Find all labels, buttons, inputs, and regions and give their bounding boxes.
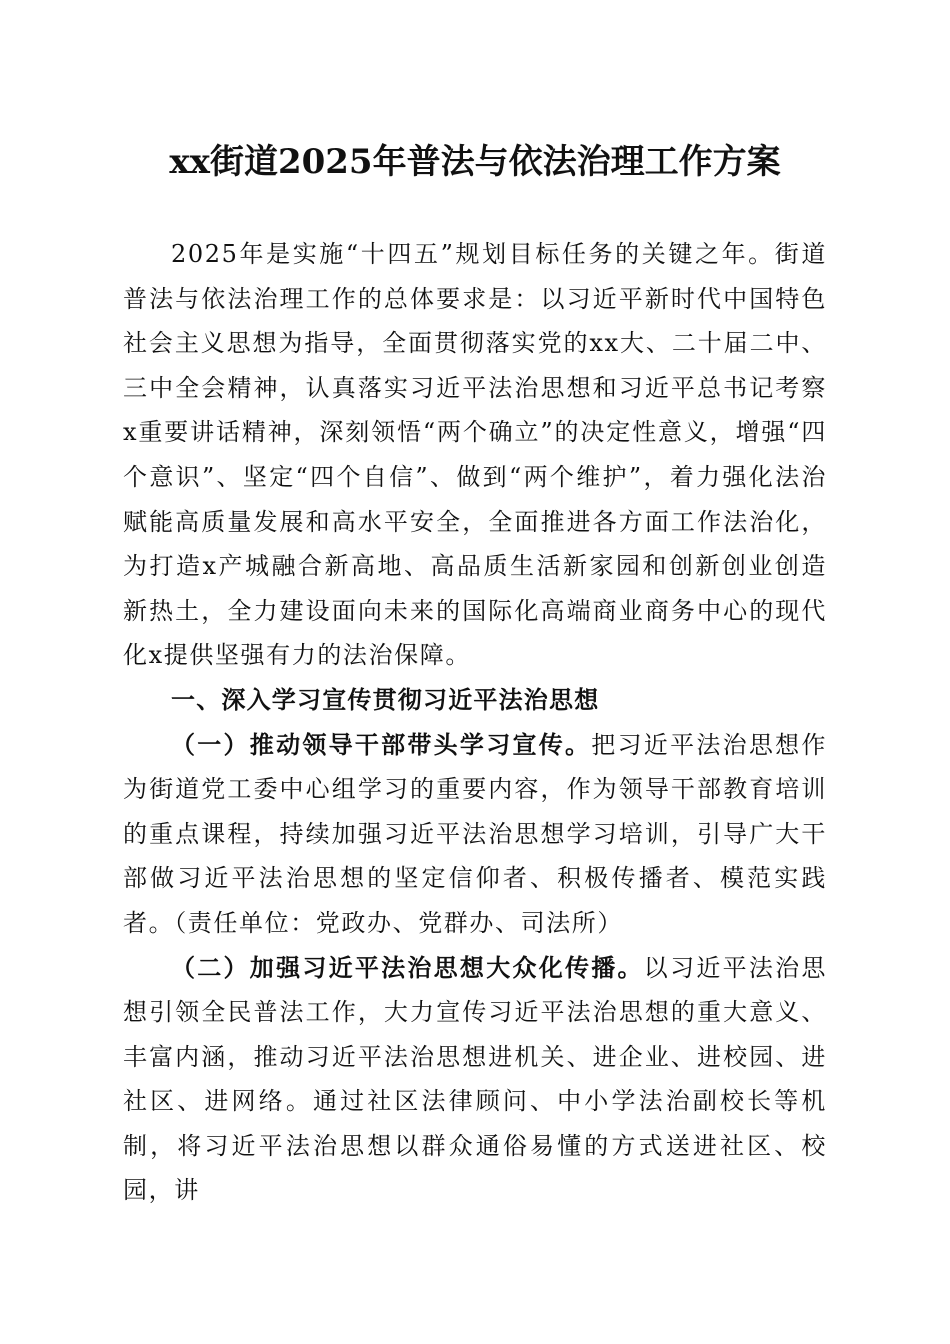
item-body-2: 以习近平法治思想引领全民普法工作，大力宣传习近平法治思想的重大意义、丰富内涵，推动习近平法治思想进机关、进企业、进校园、进社区、进网络。通过社区法律顾问、中小学法治副校长等机制，将习近平法治思想以群众通俗易懂的方式送进社区、校园，讲: [123, 953, 827, 1205]
item-paragraph-1: [123, 723, 827, 946]
item-lead-1: （一）推动领导干部带头学习宣传。: [171, 729, 592, 759]
item-paragraph-2: [123, 946, 827, 1214]
document-body: [123, 232, 827, 1213]
item-lead-2: （二）加强习近平法治思想大众化传播。: [171, 952, 644, 982]
item-body-1: 把习近平法治思想作为街道党工委中心组学习的重要内容，作为领导干部教育培训的重点课程，持续加强习近平法治思想学习培训，引导广大干部做习近平法治思想的坚定信仰者、积极传播者、模范实践者。（责任单位：党政办、党群办、司法所）: [123, 730, 827, 937]
document-title: xx街道2025年普法与依法治理工作方案: [169, 142, 781, 182]
intro-paragraph: 2025年是实施“十四五”规划目标任务的关键之年。街道普法与依法治理工作的总体要求是：以习近平新时代中国特色社会主义思想为指导，全面贯彻落实党的xx大、二十届二中、三中全会精神，认真落实习近平法治思想和习近平总书记考察x重要讲话精神，深刻领悟“两个确立”的决定性意义，增强“四个意识”、坚定“四个自信”、做到“两个维护”，着力强化法治赋能高质量发展和高水平安全，全面推进各方面工作法治化，为打造x产城融合新高地、高品质生活新家园和创新创业创造新热土，全力建设面向未来的国际化高端商业商务中心的现代化x提供坚强有力的法治保障。: [123, 240, 827, 670]
section-heading-1: 一、深入学习宣传贯彻习近平法治思想: [171, 685, 600, 714]
